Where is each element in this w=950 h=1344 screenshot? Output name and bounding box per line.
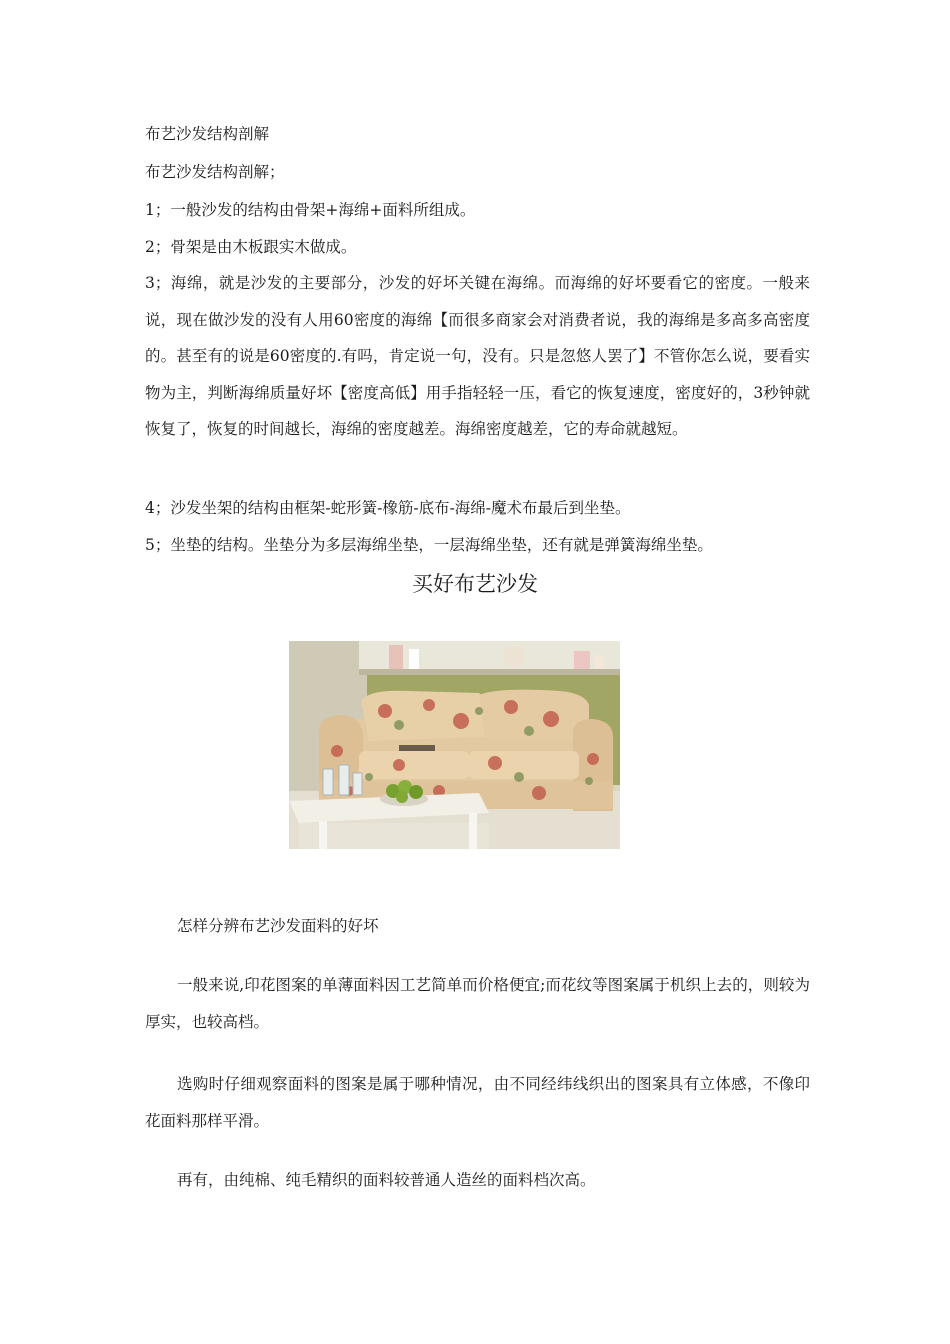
list-item-3: 3；海绵，就是沙发的主要部分，沙发的好坏关键在海绵。而海绵的好坏要看它的密度。一般来说，现在做沙发的没有人用60密度的海绵【而很多商家会对消费者说，我的海绵是多高多高密度的。甚至有的说是60密度的.有吗，肯定说一句，没有。只是忽悠人罢了】不管你怎么说，要看实物为主，判断海绵质量好坏【密度高低】用手指轻轻一压，看它的恢复速度，密度好的，3秒钟就恢复了，恢复的时间越长，海绵的密度越差。海绵密度越差，它的寿命就越短。 <box>145 274 810 438</box>
sub-heading: 怎样分辨布艺沙发面料的好坏 <box>177 917 379 935</box>
paragraph-2: 选购时仔细观察面料的图案是属于哪种情况，由不同经纬线织出的图案具有立体感，不像印花面料那样平滑。 <box>145 1075 810 1130</box>
list-item-1: 1；一般沙发的结构由骨架+海绵+面料所组成。 <box>145 201 476 219</box>
list-item-4: 4；沙发坐架的结构由框架-蛇形簧-橡筋-底布-海绵-魔术布最后到坐垫。 <box>145 499 631 517</box>
section-heading: 买好布艺沙发 <box>412 572 538 596</box>
paragraph-1: 一般来说,印花图案的单薄面料因工艺简单而价格便宜;而花纹等图案属于机织上去的，则较为厚实，也较高档。 <box>145 976 810 1031</box>
intro-line: 布艺沙发结构剖解； <box>145 163 285 181</box>
doc-title-line: 布艺沙发结构剖解 <box>145 125 270 143</box>
list-item-5: 5；坐垫的结构。坐垫分为多层海绵坐垫，一层海绵坐垫，还有就是弹簧海绵坐垫。 <box>145 536 713 554</box>
list-item-2: 2；骨架是由木板跟实木做成。 <box>145 238 357 256</box>
sofa-photo <box>289 641 620 849</box>
paragraph-3: 再有，由纯棉、纯毛精织的面料较普通人造丝的面料档次高。 <box>177 1171 596 1189</box>
